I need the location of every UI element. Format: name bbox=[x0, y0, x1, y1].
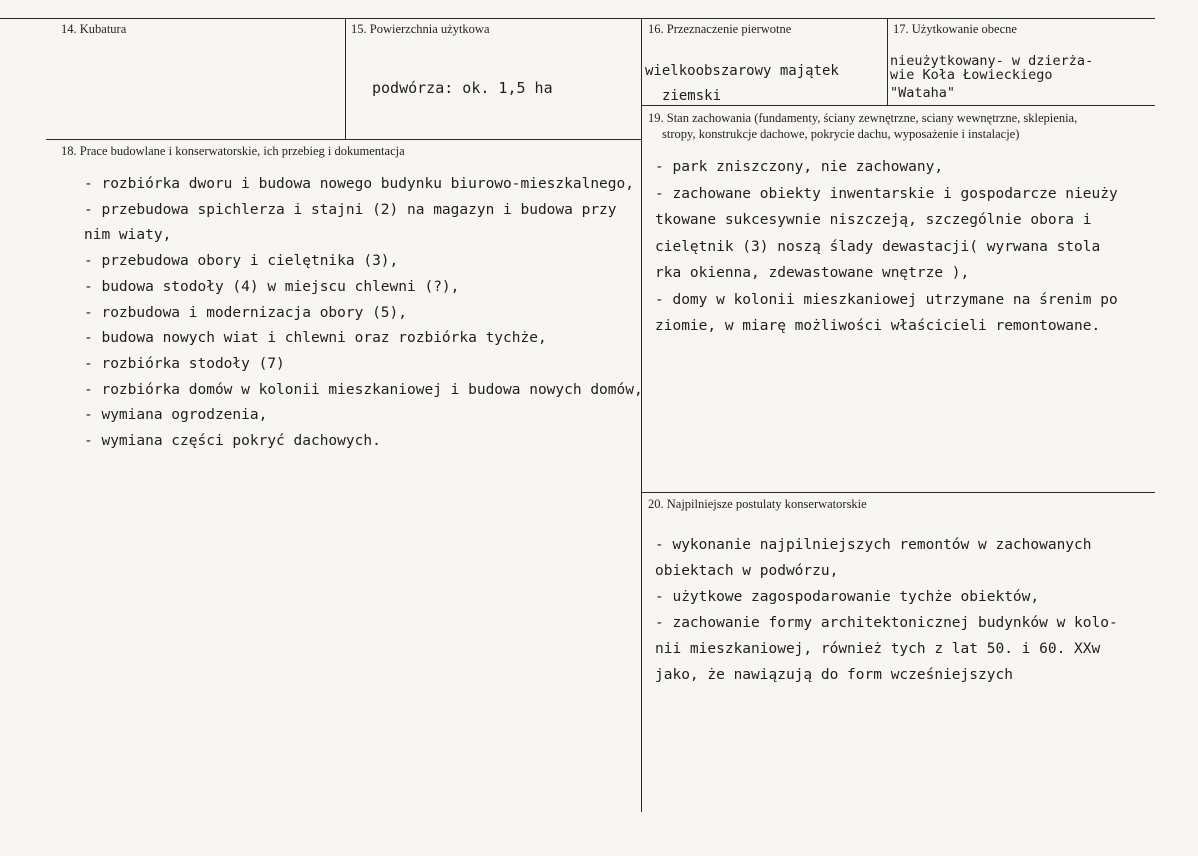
field-15-label: 15. Powierzchnia użytkowa bbox=[351, 22, 490, 36]
field-16-value-line2: ziemski bbox=[662, 88, 722, 104]
list-item: ziomie, w miarę możliwości właścicieli remontowane. bbox=[655, 318, 1101, 334]
field-15-value: podwórza: ok. 1,5 ha bbox=[372, 79, 553, 97]
list-item: - budowa stodoły (4) w miejscu chlewni (?), bbox=[84, 278, 460, 295]
list-item: - rozbiórka domów w kolonii mieszkaniowej i budowa nowych domów, bbox=[84, 381, 643, 398]
list-item: rka okienna, zdewastowane wnętrze ), bbox=[655, 265, 970, 281]
rule-above-20 bbox=[641, 492, 1155, 493]
list-item: - rozbiórka dworu i budowa nowego budynku biurowo-mieszkalnego, bbox=[84, 176, 634, 192]
list-item: - wymiana części pokryć dachowych. bbox=[84, 433, 381, 450]
list-item: - wymiana ogrodzenia, bbox=[84, 407, 268, 424]
field-20-label: 20. Najpilniejsze postulaty konserwatorskie bbox=[648, 497, 867, 511]
field-16-value-line1: wielkoobszarowy majątek bbox=[645, 63, 839, 79]
rule-above-18 bbox=[46, 139, 642, 140]
field-18-label: 18. Prace budowlane i konserwatorskie, ich przebieg i dokumentacja bbox=[61, 144, 405, 158]
list-item: cielętnik (3) noszą ślady dewastacji( wyrwana stola bbox=[655, 238, 1101, 255]
list-item: nii mieszkaniowej, również tych z lat 50. i 60. XXw bbox=[655, 641, 1101, 657]
list-item: tkowane sukcesywnie niszczeją, szczególnie obora i bbox=[655, 212, 1092, 228]
list-item: - przebudowa spichlerza i stajni (2) na magazyn i budowa przy bbox=[84, 201, 617, 218]
rule-above-19 bbox=[641, 105, 1155, 106]
list-item: - domy w kolonii mieszkaniowej utrzymane na śrenim po bbox=[655, 291, 1118, 308]
field-17-value-line2: wie Koła Łowieckiego bbox=[890, 67, 1053, 83]
list-item: - użytkowe zagospodarowanie tychże obiektów, bbox=[655, 589, 1040, 605]
field-19-list bbox=[655, 154, 1118, 340]
list-item: - zachowane obiekty inwentarskie i gospodarcze nieuży bbox=[655, 185, 1118, 202]
divider-15-16 bbox=[345, 18, 346, 139]
field-17-value-line3: "Wataha" bbox=[890, 85, 956, 101]
field-14-label: 14. Kubatura bbox=[61, 22, 127, 36]
list-item: obiektach w podwórzu, bbox=[655, 563, 839, 579]
divider-16-17 bbox=[887, 18, 888, 105]
list-item: nim wiaty, bbox=[84, 227, 172, 244]
list-item: - park zniszczony, nie zachowany, bbox=[655, 159, 944, 175]
list-item: - zachowanie formy architektonicznej budynków w kolo- bbox=[655, 615, 1118, 631]
field-19-label-line2: stropy, konstrukcje dachowe, pokrycie dachu, wyposażenie i instalacje) bbox=[662, 127, 1020, 141]
list-item: - rozbudowa i modernizacja obory (5), bbox=[84, 304, 408, 321]
field-17-label: 17. Użytkowanie obecne bbox=[893, 22, 1017, 36]
field-19-label-line1: 19. Stan zachowania (fundamenty, ściany zewnętrzne, sciany wewnętrzne, sklepienia, bbox=[648, 111, 1078, 125]
field-17-value-line1: nieużytkowany- w dzierża- bbox=[890, 53, 1094, 69]
field-18-list bbox=[84, 172, 643, 455]
list-item: - przebudowa obory i cielętnika (3), bbox=[84, 253, 399, 270]
list-item: - wykonanie najpilniejszych remontów w zachowanych bbox=[655, 537, 1092, 553]
list-item: - rozbiórka stodoły (7) bbox=[84, 355, 285, 372]
field-20-list bbox=[655, 532, 1118, 688]
list-item: jako, że nawiązują do form wcześniejszych bbox=[655, 667, 1013, 683]
top-border-line bbox=[0, 18, 1155, 19]
field-16-label: 16. Przeznaczenie pierwotne bbox=[648, 22, 792, 36]
list-item: - budowa nowych wiat i chlewni oraz rozbiórka tychże, bbox=[84, 330, 547, 347]
